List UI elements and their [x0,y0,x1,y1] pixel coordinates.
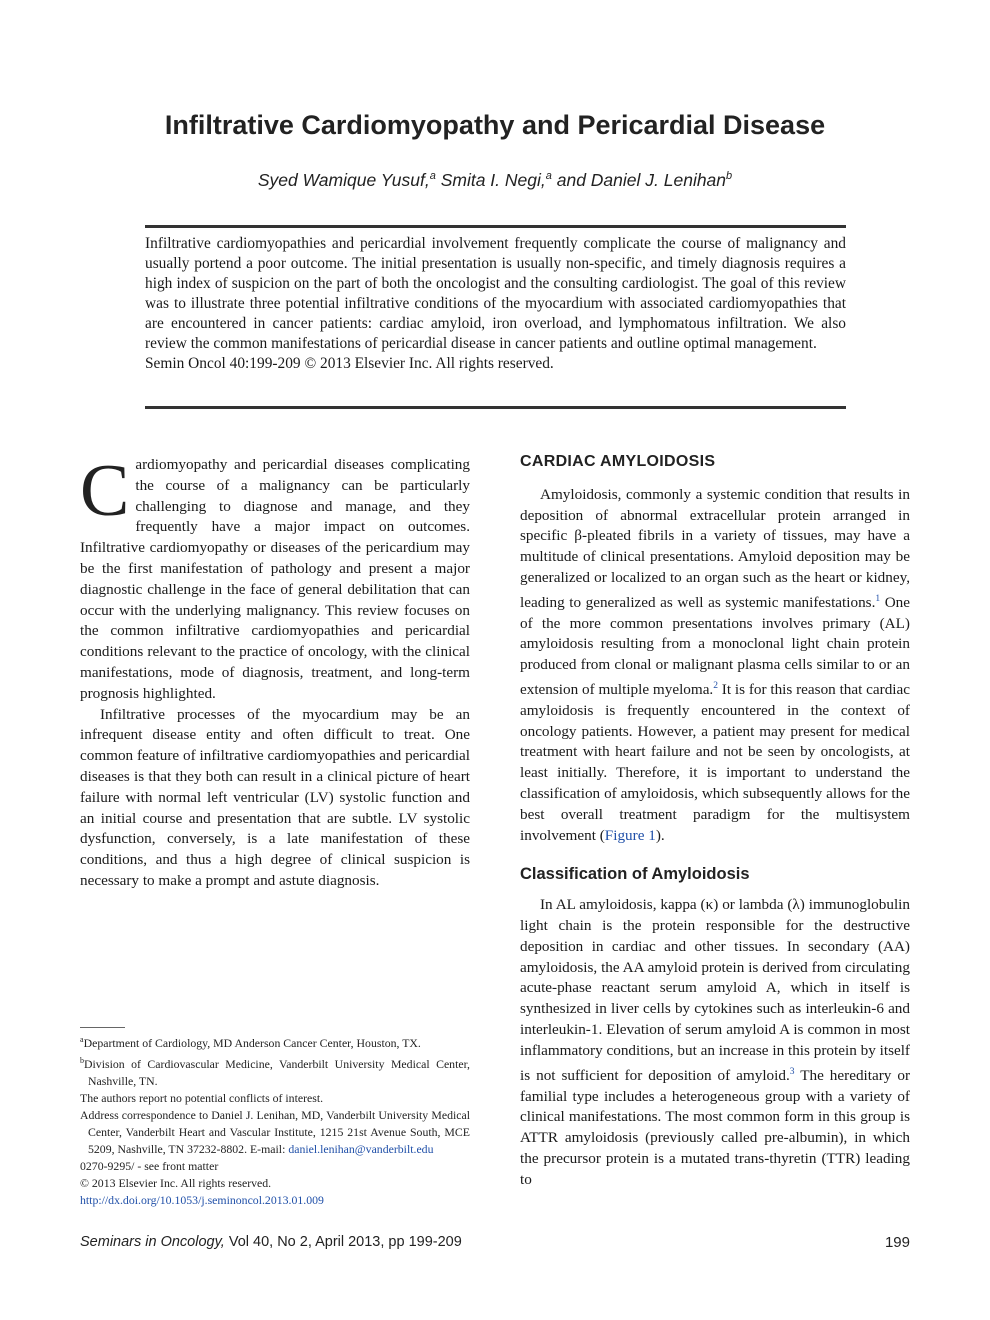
intro-paragraph-2: Infiltrative processes of the myocardium may be an infrequent disease entity and often difficult to treat. One common feature of infiltrative cardiomyopathies and pericardial diseases is that they both can result in a clinical picture of heart failure with normal left ventricular (LV) systolic function and an initial course and presentation that are subtle. LV systolic dysfunction, conversely, is a late manifestation of these conditions, and thus a high degree of clinical suspicion is necessary to make a prompt and astute diagnosis. [80,705,470,889]
abstract-bottom-rule [145,406,846,409]
correspondence-address-text: Address correspondence to Daniel J. Lenihan, MD, Vanderbilt University Medical Center, Vanderbilt Heart and Vascular Institute, 1215 21st Avenue South, MCE 5209, Nashville, TN 37232-8802. E-mail: [80,1107,470,1156]
page-number: 199 [884,1234,910,1251]
author-list [0,170,990,191]
section-heading-classification: Classification of Amyloidosis [520,865,750,884]
amyloidosis-paragraph [520,485,910,847]
copyright: © 2013 Elsevier Inc. All rights reserved. [80,1175,272,1190]
conflict-statement: The authors report no potential conflicts of interest. [80,1090,324,1105]
correspondence-address [80,1107,470,1158]
author-1: Syed Wamique Yusuf, [257,170,430,190]
reference-3-link[interactable]: 3 [789,1066,795,1077]
author-1-affiliation: a [429,170,436,183]
article-title: Infiltrative Cardiomyopathy and Pericardial Disease [164,110,826,140]
email-link[interactable]: daniel.lenihan@vanderbilt.edu [288,1141,434,1156]
right-column [520,452,910,1190]
affiliation-a-marker: a [80,1035,84,1044]
footnotes [80,1031,470,1209]
amyloidosis-text-3: It is for this reason that cardiac amyloidosis is frequently encountered in the context of oncology patients. However, a patient may present for medical treatment with heart failure and not be seen by oncologists, at least initially. Therefore, it is important to understand the classification of amyloidosis, which subsequently allows for the best overall treatment paradigm for the multisystem involvement ( [520,681,910,844]
intro-paragraph-1-text: ardiomyopathy and pericardial diseases complicating the course of a malignancy can be particularly challenging to diagnose and manage, and they frequently have a major impact on outcomes. Infiltrative cardiomyopathy or diseases of the pericardium may be the first manifestation of pathology and present a major diagnostic challenge in the face of general debilitation that can occur with the underlying malignancy. This review focuses on the common infiltrative cardiomyopathies and pericardial conditions relevant to the practice of oncology, with the clinical manifestations, mode of diagnosis, treatment, and long-term prognosis highlighted. [80,456,470,702]
author-2-affiliation: a [545,170,552,183]
affiliation-b-marker: b [80,1055,84,1065]
journal-issue: Vol 40, No 2, April 2013, pp 199-209 [224,1234,462,1250]
affiliation-b-text: Division of Cardiovascular Medicine, Vanderbilt University Medical Center, Nashville, TN. [84,1056,470,1088]
doi-link[interactable]: http://dx.doi.org/10.1053/j.seminoncol.2013.01.009 [80,1192,324,1207]
amyloidosis-text-2: One of the more common presentations involves primary (AL) amyloidosis resulting from a monoclonal light chain protein produced from clonal or malignant plasma cells similar to or an extension of multiple myeloma. [520,593,911,699]
figure-1-link[interactable]: Figure 1 [604,826,656,844]
abstract-citation: Semin Oncol 40:199-209 © 2013 Elsevier Inc. All rights reserved. [145,355,554,372]
affiliation-b [80,1052,470,1090]
drop-cap: C [80,450,130,532]
classification-paragraph [520,895,910,1190]
classification-text-1: In AL amyloidosis, kappa (κ) or lambda (λ) immunoglobulin light chain is the protein responsible for the destructive deposition in cardiac and other tissues. In secondary (AA) amyloidosis, the AA amyloid protein is derived from circulating acute-phase reactant serum amyloid A, which in itself is synthesized in liver cells by cytokines such as interleukin-6 and interleukin-1. Elevation of serum amyloid A is common in most inflammatory conditions, but an increase in this protein by itself is not sufficient for deposition of amyloid. [520,896,910,1084]
author-3-affiliation: b [726,170,733,183]
amyloidosis-text-4: ). [655,826,665,844]
intro-paragraph-1 [80,450,470,705]
author-2: Smita I. Negi, [440,170,546,190]
abstract [145,234,846,374]
abstract-top-rule [145,225,846,228]
section-heading-cardiac-amyloidosis: CARDIAC AMYLOIDOSIS [520,453,716,470]
author-3: and Daniel J. Lenihan [556,170,727,190]
issn: 0270-9295/ - see front matter [80,1158,219,1173]
abstract-text: Infiltrative cardiomyopathies and pericardial involvement frequently complicate the course of malignancy and usually portend a poor outcome. The initial presentation is usually non-specific, and timely diagnosis requires a high index of suspicion on the part of both the oncologist and the consulting cardiologist. The goal of this review was to illustrate three potential infiltrative conditions of the myocardium with associated cardiomyopathies that are encountered in cancer patients: cardiac amyloid, iron overload, and lymphomatous infiltration. We also review the common manifestations of pericardial disease in cancer patients and outline optimal management. [145,235,846,352]
journal-citation [80,1234,462,1250]
journal-name: Seminars in Oncology, [80,1234,225,1250]
classification-text-2: The hereditary or familial type includes a heterogeneous group with a variety of clinical manifestations. The most common form in this group is ATTR amyloidosis (previously called pre-albumin), in which the precursor protein is a mutated trans-thyretin (TTR) leading to [520,1066,911,1188]
left-column [80,450,470,892]
affiliation-a [80,1031,470,1052]
affiliation-a-text: Department of Cardiology, MD Anderson Cancer Center, Houston, TX. [83,1035,421,1050]
footnote-divider [80,1027,125,1028]
reference-1-link[interactable]: 1 [875,593,881,604]
amyloidosis-text-1: Amyloidosis, commonly a systemic condition that results in deposition of abnormal extracellular protein arranged in specific β-pleated fibrils in a variety of tissues, may have a multitude of clinical presentations. Amyloid deposition may be generalized or localized to an organ such as the heart or kidney, leading to generalized as well as systemic manifestations. [520,485,910,611]
reference-2-link[interactable]: 2 [713,681,718,692]
